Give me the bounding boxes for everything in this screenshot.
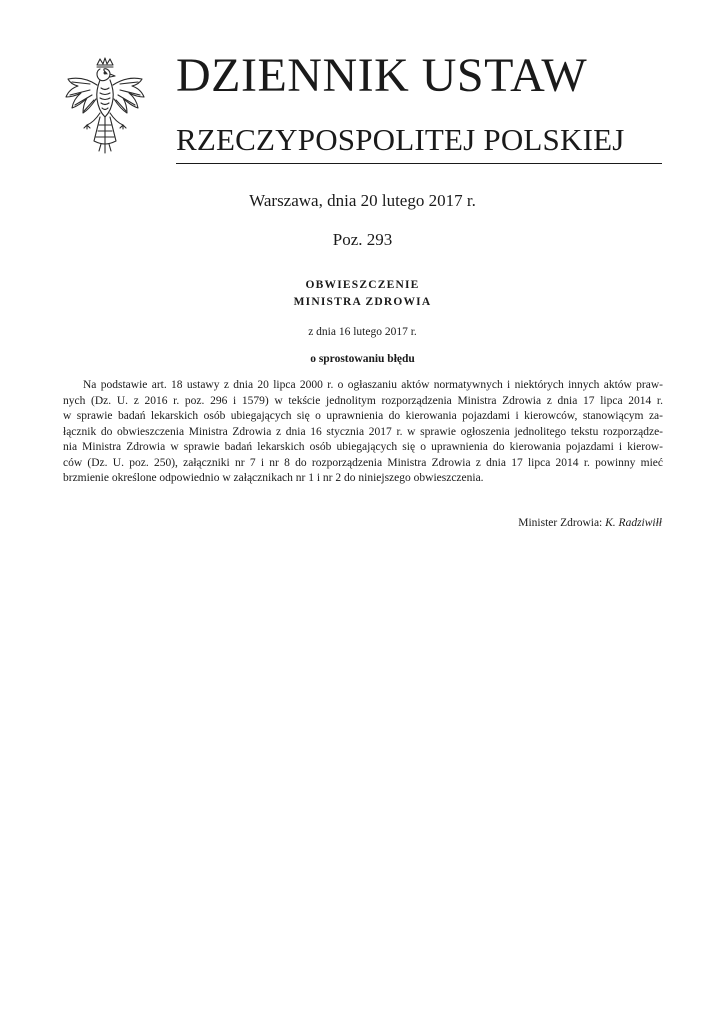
header-divider (176, 163, 662, 164)
act-date: z dnia 16 lutego 2017 r. (308, 326, 417, 338)
body-line: brzmienie określone odpowiednio w załącznikach nr 1 i nr 2 do niniejszego obwieszczenia. (63, 472, 484, 484)
signature-block (518, 515, 662, 531)
body-line: nia Ministra Zdrowia w sprawie badań lekarskich osób ubiegających się o uprawnienia do kierowania pojazdami i kierow- (63, 441, 663, 453)
act-author: MINISTRA ZDROWIA (293, 296, 432, 308)
body-line: w sprawie badań lekarskich osób ubiegających się o uprawnienia do kierowania pojazdami i kierowców, stanowiącym za- (63, 410, 663, 422)
body-line: Na podstawie art. 18 ustawy z dnia 20 lipca 2000 r. o ogłaszaniu aktów normatywnych i niektórych innych aktów praw- (83, 379, 663, 391)
place-and-date: Warszawa, dnia 20 lutego 2017 r. (249, 191, 476, 210)
act-type: OBWIESZCZENIE (305, 279, 420, 291)
act-subject: o sprostowaniu błędu (310, 353, 415, 365)
signature-role: Minister Zdrowia: (518, 517, 603, 529)
act-body (63, 378, 663, 487)
body-line: nych (Dz. U. z 2016 r. poz. 296 i 1579) w tekście jednolitym rozporządzenia Ministra Zdrowia z dnia 17 lipca 2014 r. (63, 394, 663, 407)
position-number: Poz. 293 (332, 230, 393, 249)
body-line: łącznik do obwieszczenia Ministra Zdrowia z dnia 16 stycznia 2017 r. w sprawie ogłoszenia jednolitego tekstu rozporządze- (63, 425, 663, 438)
signature-name: K. Radziwiłł (605, 517, 662, 529)
journal-title: DZIENNIK USTAW (176, 49, 588, 102)
journal-subtitle: RZECZYPOSPOLITEJ POLSKIEJ (176, 122, 625, 157)
polish-eagle-emblem-icon (60, 55, 150, 160)
body-line: ców (Dz. U. poz. 250), załączniki nr 7 i nr 8 do rozporządzenia Ministra Zdrowia z dnia 17 lipca 2014 r. powinny mieć (63, 456, 663, 469)
